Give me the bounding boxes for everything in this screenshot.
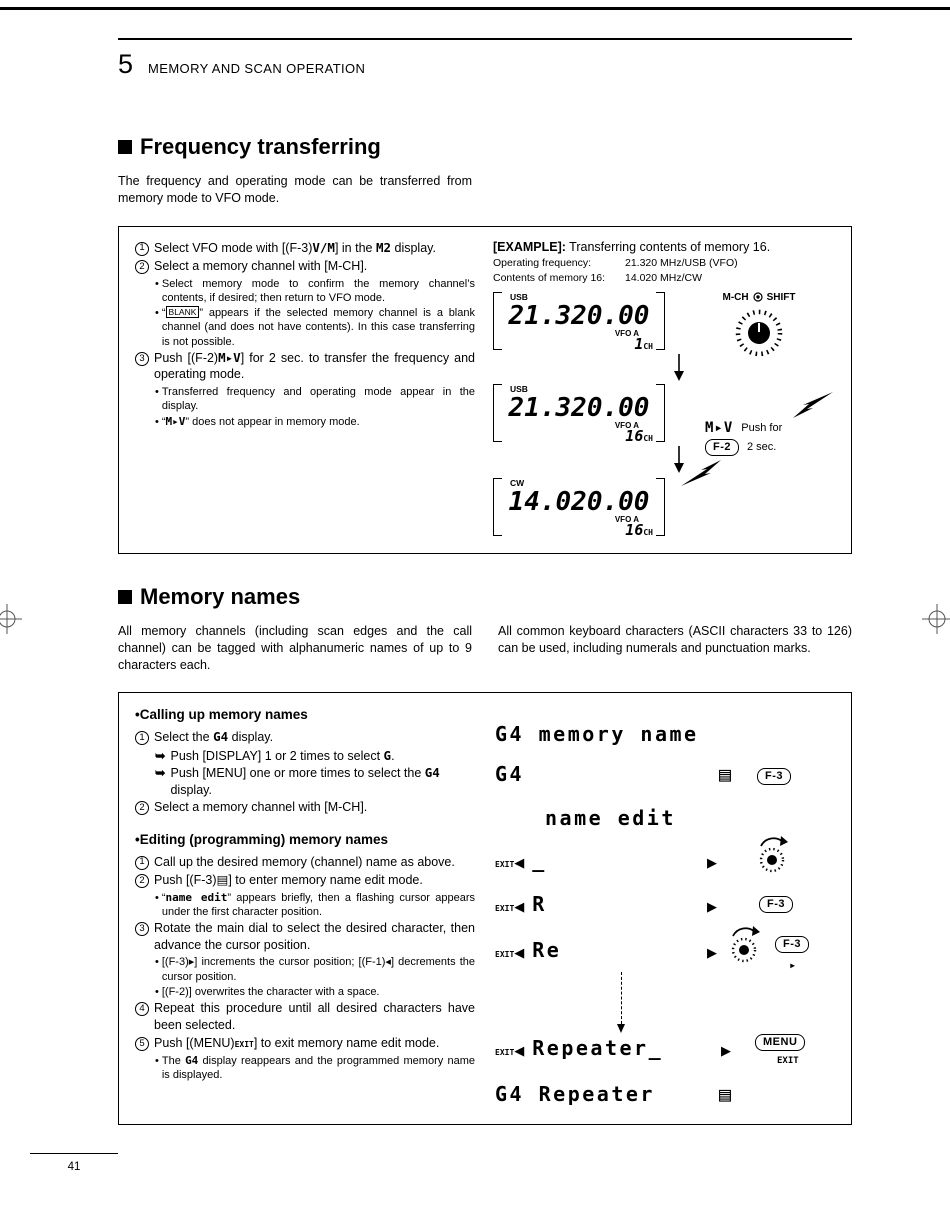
left-tag-icon: ◀: [514, 899, 525, 915]
curved-arrow-icon: ➥: [155, 766, 166, 781]
mode-indicator: USB: [510, 291, 528, 302]
example-row: Operating frequency: 21.320 MHz/USB (VFO): [493, 256, 738, 269]
name-edit-icon: ▤: [216, 873, 229, 888]
instructions-column: [135, 240, 475, 540]
right-tag-icon: ▶: [721, 1043, 731, 1059]
lcd-text-exit: EXIT: [777, 1056, 799, 1067]
step-number: 3: [135, 922, 149, 936]
step-number: 3: [135, 352, 149, 366]
instructions-column: [135, 706, 475, 1111]
display-line-g4: G4: [495, 762, 525, 787]
right-tag-icon: ▶: [707, 945, 717, 961]
step-1: 1 Select VFO mode with [(F-3)V/M] in the M2 display.: [135, 240, 475, 257]
registration-mark-left: [0, 604, 22, 634]
memory-names-intro: [118, 623, 852, 675]
lcd-text-g4: G4: [185, 1053, 199, 1067]
chapter-header: [118, 38, 852, 80]
left-tag-icon: ◀: [514, 1043, 525, 1059]
knob-label: M-CH SHIFT: [722, 291, 796, 303]
editing-step-4: 4 Repeat this procedure until all desired characters have been selected.: [135, 1000, 475, 1033]
registration-mark-right: [922, 604, 950, 634]
f3-button: F-3: [757, 768, 791, 785]
square-bullet-icon: [118, 590, 132, 604]
calling-up-heading: •Calling up memory names: [135, 707, 308, 723]
menu-button: MENU: [755, 1034, 805, 1051]
frequency-readout: 14.020.00: [508, 486, 650, 517]
name-edit-icon: ▤: [719, 762, 734, 787]
example-column: [493, 240, 833, 540]
section-title: Memory names: [140, 583, 301, 609]
main-dial-icon: [727, 924, 763, 964]
emphasis-arrow-icon: [793, 392, 833, 418]
emphasis-arrow-icon: [681, 460, 721, 486]
example-label: [EXAMPLE]:: [493, 239, 566, 254]
editing-step-2: 2 Push [(F-3)▤] to enter memory name edit mode.: [135, 872, 475, 889]
lcd-text-g4: G4: [424, 765, 440, 781]
step-number: 5: [135, 1037, 149, 1051]
left-tag-icon: ◀: [514, 855, 525, 871]
calling-step-2: 2 Select a memory channel with [M-CH].: [135, 799, 475, 816]
memory-names-box: [118, 692, 852, 1125]
step-number: 2: [135, 874, 149, 888]
step-number: 1: [135, 856, 149, 870]
editing-step-1: 1 Call up the desired memory (channel) name as above.: [135, 854, 475, 871]
frequency-transferring-intro: The frequency and operating mode can be transferred from memory mode to VFO mode.: [118, 174, 472, 206]
intro-left: All memory channels (including scan edges and the call channel) can be tagged with alphanumeric names of up to 9 characters each.: [118, 623, 472, 672]
name-edit-icon: ▤: [719, 1082, 734, 1107]
example-diagram: [493, 292, 833, 540]
edit-row-text: Repeater_: [532, 1036, 664, 1061]
lcd-text-m-to-v: M▸V: [165, 414, 186, 428]
calling-substep-1: ➥ Push [DISPLAY] 1 or 2 times to select G.: [155, 747, 395, 763]
vfo-indicator: VFO A: [614, 328, 639, 338]
frequency-readout: 21.320.00: [508, 392, 650, 423]
cursor-right-icon: ▸: [188, 956, 195, 969]
edit-row-text: _: [532, 848, 547, 873]
page-top-rule: [0, 7, 950, 10]
push-f2-group: M▸V Push for F-2 2 sec.: [705, 420, 782, 456]
step-3-note-2: • “M▸V” does not appear in memory mode.: [155, 415, 475, 429]
f3-button: F-3: [759, 896, 793, 913]
frequency-readout: 21.320.00: [508, 300, 650, 331]
right-tag-icon: ▶: [707, 855, 717, 871]
square-bullet-icon: [118, 140, 132, 154]
step-2: 2 Select a memory channel with [M-CH].: [135, 258, 475, 275]
display-line-g4-memory-name: G4 memory name: [495, 722, 699, 747]
step-number: 4: [135, 1002, 149, 1016]
step-number: 1: [135, 242, 149, 256]
chapter-title: MEMORY AND SCAN OPERATION: [148, 61, 366, 76]
edit-row-final: [495, 1036, 731, 1060]
example-row: Contents of memory 16: 14.020 MHz/CW: [493, 271, 703, 284]
display-line-result: G4 Repeater: [495, 1082, 655, 1107]
display-line-name-edit: name edit: [545, 806, 676, 831]
calling-step-1: 1 Select the G4 display.: [135, 729, 475, 746]
lcd-text-name-edit: name edit: [165, 890, 228, 904]
step-2-note-1: • Select memory mode to confirm the memory channel’s contents, if desired; then return to VFO mode.: [155, 277, 475, 306]
lcd-text-m-to-v: M▸V: [705, 419, 734, 436]
blank-indicator-badge: BLANK: [166, 306, 200, 318]
chapter-number: 5: [118, 49, 134, 79]
step-number: 2: [135, 260, 149, 274]
lcd-display-1: [493, 291, 665, 353]
page-content: [118, 38, 852, 1125]
edit-row-3: [495, 938, 717, 962]
lcd-text-vm: V/M: [312, 239, 335, 255]
mode-indicator: USB: [510, 383, 528, 394]
lcd-text-g: G: [383, 747, 392, 763]
memory-channel-readout: 16CH: [625, 520, 653, 539]
editing-step-3: 3 Rotate the main dial to select the desired character, then advance the cursor position.: [135, 920, 475, 953]
step-number: 2: [135, 801, 149, 815]
down-arrow-icon: [673, 354, 685, 381]
left-tag-icon: ◀: [514, 945, 525, 961]
f3-button: F-3: [775, 936, 809, 953]
memory-channel-readout: 1CH: [634, 334, 653, 353]
lcd-text-m2: M2: [375, 239, 392, 255]
step-number: 1: [135, 731, 149, 745]
exit-tag: EXIT: [495, 1048, 515, 1058]
exit-tag: EXIT: [495, 860, 515, 870]
m-ch-knob-icon: [731, 305, 787, 361]
lcd-display-3: [493, 477, 665, 539]
step-2-note-2: • “ BLANK ” appears if the selected memory channel is a blank channel (and does not have contents). In this case transferring is not possible.: [155, 306, 475, 349]
right-tag-icon: ▶: [707, 899, 717, 915]
page-number: 41: [30, 1153, 118, 1173]
exit-tag: EXIT: [495, 904, 515, 914]
calling-substep-2: ➥ Push [MENU] one or more times to select the G4 display.: [155, 765, 440, 797]
display-sequence-column: [493, 706, 833, 1111]
m-ch-shift-knob-group: [699, 292, 819, 366]
tiny-knob-icon: [753, 292, 763, 302]
edit-row-1: [495, 848, 717, 872]
edit-row-text: R: [532, 892, 547, 917]
f2-button: F-2: [705, 439, 739, 456]
lcd-text-exit: EXIT: [234, 1040, 254, 1050]
edit-row-2: [495, 892, 717, 916]
exit-tag: EXIT: [495, 950, 515, 960]
editing-step-3-note-1: • [(F-3)▸] increments the cursor position; [(F-1)◂] decrements the cursor position.: [155, 955, 475, 984]
cursor-right-icon: ▸: [789, 958, 797, 973]
mode-indicator: CW: [510, 477, 525, 488]
memory-channel-readout: 16CH: [625, 426, 653, 445]
editing-step-5: 5 Push [(MENU)EXIT] to exit memory name edit mode.: [135, 1035, 475, 1052]
lcd-text-m-to-v: M▸V: [218, 349, 241, 365]
vfo-indicator: VFO A: [614, 514, 639, 524]
section-heading-frequency-transferring: [118, 134, 852, 160]
editing-step-2-note: • “name edit” appears briefly, then a flashing cursor appears under the first character position.: [155, 891, 475, 920]
cursor-left-icon: ◂: [385, 956, 391, 969]
step-3-note-1: • Transferred frequency and operating mode appear in the display.: [155, 385, 475, 414]
example-header: [EXAMPLE]: Transferring contents of memory 16.: [493, 239, 771, 254]
dashed-continuation-arrow: [621, 972, 622, 1024]
editing-heading: •Editing (programming) memory names: [135, 831, 389, 847]
vfo-indicator: VFO A: [614, 420, 639, 430]
intro-right: All common keyboard characters (ASCII characters 33 to 126) can be used, including numerals and punctuation marks.: [498, 623, 852, 655]
editing-step-5-note: • The G4 display reappears and the programmed memory name is displayed.: [155, 1054, 475, 1083]
lcd-text-g4: G4: [213, 729, 229, 745]
edit-row-text: Re: [532, 938, 562, 963]
lcd-display-2: [493, 383, 665, 445]
frequency-transferring-box: [118, 226, 852, 554]
editing-step-3-note-2: • [(F-2)] overwrites the character with a space.: [155, 985, 475, 999]
main-dial-icon: [755, 834, 791, 874]
step-3: 3 Push [(F-2)M▸V] for 2 sec. to transfer the frequency and operating mode.: [135, 350, 475, 383]
section-heading-memory-names: [118, 584, 852, 610]
section-title: Frequency transferring: [140, 134, 381, 159]
curved-arrow-icon: ➥: [155, 748, 166, 763]
